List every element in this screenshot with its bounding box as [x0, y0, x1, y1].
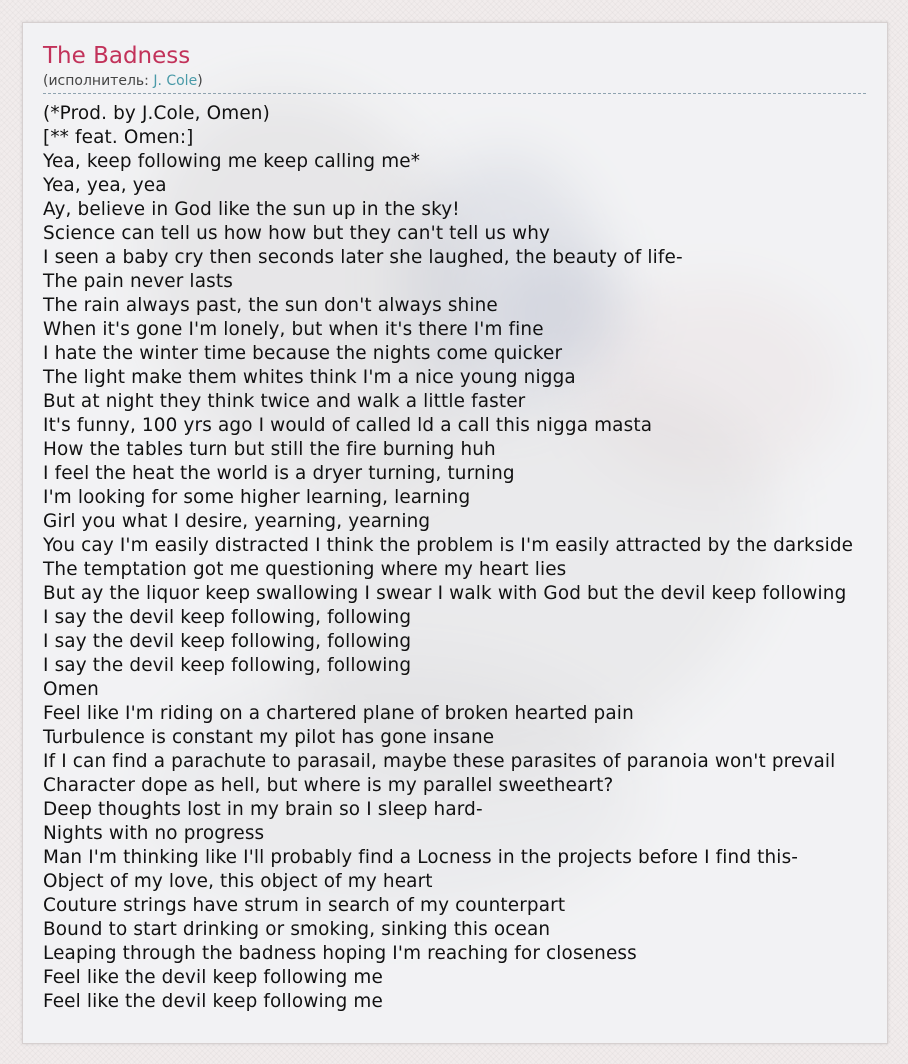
artist-line — [43, 72, 866, 94]
lyric-line: The temptation got me questioning where my heart lies — [43, 559, 567, 580]
lyric-line: The light make them whites think I'm a nice young nigga — [43, 367, 576, 388]
lyric-line: Object of my love, this object of my heart — [43, 871, 433, 892]
lyric-line: Deep thoughts lost in my brain so I sleep hard- — [43, 799, 483, 820]
lyric-line: Nights with no progress — [43, 823, 265, 844]
lyric-line: You cay I'm easily distracted I think the problem is I'm easily attracted by the darkside — [43, 535, 854, 556]
lyric-line: [** feat. Omen:] — [43, 127, 194, 148]
lyric-line: Yea, yea, yea — [43, 175, 167, 196]
song-title: The Badness — [43, 43, 191, 69]
artist-suffix: ) — [197, 73, 203, 89]
lyric-line: But ay the liquor keep swallowing I swear I walk with God but the devil keep following — [43, 583, 847, 604]
lyric-line: Ay, believe in God like the sun up in the sky! — [43, 199, 460, 220]
lyric-line: I'm looking for some higher learning, learning — [43, 487, 471, 508]
lyric-line: Science can tell us how how but they can't tell us why — [43, 223, 551, 244]
lyric-line: Feel like I'm riding on a chartered plane of broken hearted pain — [43, 703, 634, 724]
lyric-line: Girl you what I desire, yearning, yearning — [43, 511, 431, 532]
lyric-line: I seen a baby cry then seconds later she laughed, the beauty of life- — [43, 247, 683, 268]
lyric-line: I say the devil keep following, following — [43, 655, 412, 676]
lyrics-content — [43, 41, 888, 1014]
lyric-line: Turbulence is constant my pilot has gone insane — [43, 727, 495, 748]
lyric-line: Feel like the devil keep following me — [43, 991, 383, 1012]
lyric-line: I hate the winter time because the nights come quicker — [43, 343, 563, 364]
lyric-line: The pain never lasts — [43, 271, 233, 292]
lyrics-card — [22, 22, 888, 1044]
lyric-line: I feel the heat the world is a dryer turning, turning — [43, 463, 515, 484]
lyric-line: I say the devil keep following, following — [43, 607, 412, 628]
artist-prefix: (исполнитель: — [43, 73, 154, 89]
lyric-line: The rain always past, the sun don't always shine — [43, 295, 498, 316]
lyric-line: If I can find a parachute to parasail, maybe these parasites of paranoia won't prevail — [43, 751, 836, 772]
lyric-line: Yea, keep following me keep calling me* — [43, 151, 421, 172]
lyric-line: Leaping through the badness hoping I'm reaching for closeness — [43, 943, 637, 964]
artist-link[interactable]: J. Cole — [153, 73, 198, 89]
lyric-line: It's funny, 100 yrs ago I would of called ld a call this nigga masta — [43, 415, 653, 436]
lyric-line: How the tables turn but still the fire burning huh — [43, 439, 496, 460]
lyric-line: (*Prod. by J.Cole, Omen) — [43, 103, 270, 124]
lyrics-body — [43, 102, 888, 1014]
lyric-line: Omen — [43, 679, 99, 700]
lyric-line: But at night they think twice and walk a little faster — [43, 391, 526, 412]
lyric-line: Character dope as hell, but where is my parallel sweetheart? — [43, 775, 614, 796]
lyric-line: Bound to start drinking or smoking, sinking this ocean — [43, 919, 551, 940]
lyric-line: When it's gone I'm lonely, but when it's there I'm fine — [43, 319, 544, 340]
lyric-line: Couture strings have strum in search of my counterpart — [43, 895, 566, 916]
lyric-line: I say the devil keep following, following — [43, 631, 412, 652]
lyric-line: Man I'm thinking like I'll probably find a Locness in the projects before I find this- — [43, 847, 799, 868]
lyric-line: Feel like the devil keep following me — [43, 967, 383, 988]
